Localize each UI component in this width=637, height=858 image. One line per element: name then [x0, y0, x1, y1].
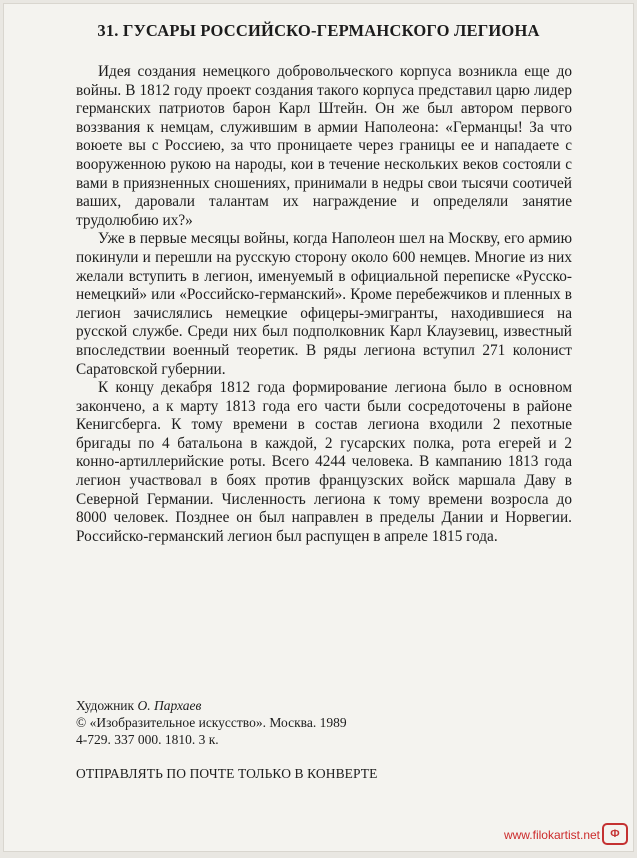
print-info: 4-729. 337 000. 1810. 3 к. [76, 732, 219, 747]
artist-line [76, 697, 347, 714]
site-logo-icon: Ф [602, 823, 628, 845]
mailing-notice: ОТПРАВЛЯТЬ ПО ПОЧТЕ ТОЛЬКО В КОНВЕРТЕ [76, 766, 378, 781]
postcard-back [3, 3, 634, 852]
copyright-line: © «Изобразительное искусство». Москва. 1989 [76, 715, 347, 730]
watermark-link[interactable]: www.filokartist.net [503, 828, 600, 842]
paragraph-1: Идея создания немецкого добровольческого корпуса возникла еще до войны. В 1812 году проект создания такого корпуса представил царю лидер германских патриотов барон Карл Штейн. Он же был автором первого воззвания к немцам, служившим в армии Наполеона: «Германцы! За что воюете вы с Россиею, за что проницаете через границы ее и нападаете с вооруженною рукою на народы, кои в течение нескольких веков состояли с вами в приязненных сношениях, принимали в недры свои тысячи соотичей ваших, даровали талантам их награждение и определяли занятие трудолюбию их?» [76, 63, 572, 229]
artist-label: Художник [76, 698, 135, 713]
credits [76, 697, 347, 748]
artist-name: О. Пархаев [137, 698, 202, 713]
paragraph-3: К концу декабря 1812 года формирование легиона было в основном закончено, а к марту 1813 года его части были сосредоточены в районе Кенигсберга. К тому времени в состав легиона входили 2 пехотные бригады по 4 батальона в каждой, 2 гусарских полка, рота егерей и 2 конно-артиллерийские роты. Всего 4244 человека. В кампанию 1813 года легион участвовал в боях против французских войск маршала Даву в Северной Германии. Численность легиона к тому времени возросла до 8000 человек. Позднее он был направлен в пределы Дании и Норвегии. Российско-германский легион был распущен в апреле 1815 года. [76, 379, 572, 545]
article-body [76, 63, 572, 546]
page-title: 31. ГУСАРЫ РОССИЙСКО-ГЕРМАНСКОГО ЛЕГИОНА [97, 21, 540, 40]
paragraph-2: Уже в первые месяцы войны, когда Наполеон шел на Москву, его армию покинули и перешли на русскую сторону около 600 немцев. Многие из них желали вступить в легион, именуемый в официальной переписке «Русско-немецкий» или «Российско-германский». Кроме перебежчиков и пленных в легион зачислялись немецкие офицеры-эмигранты, находившиеся на русской службе. Среди них был подполковник Карл Клаузевиц, известный впоследствии военный теоретик. В ряды легиона вступил 271 колонист Саратовской губернии. [76, 230, 572, 378]
